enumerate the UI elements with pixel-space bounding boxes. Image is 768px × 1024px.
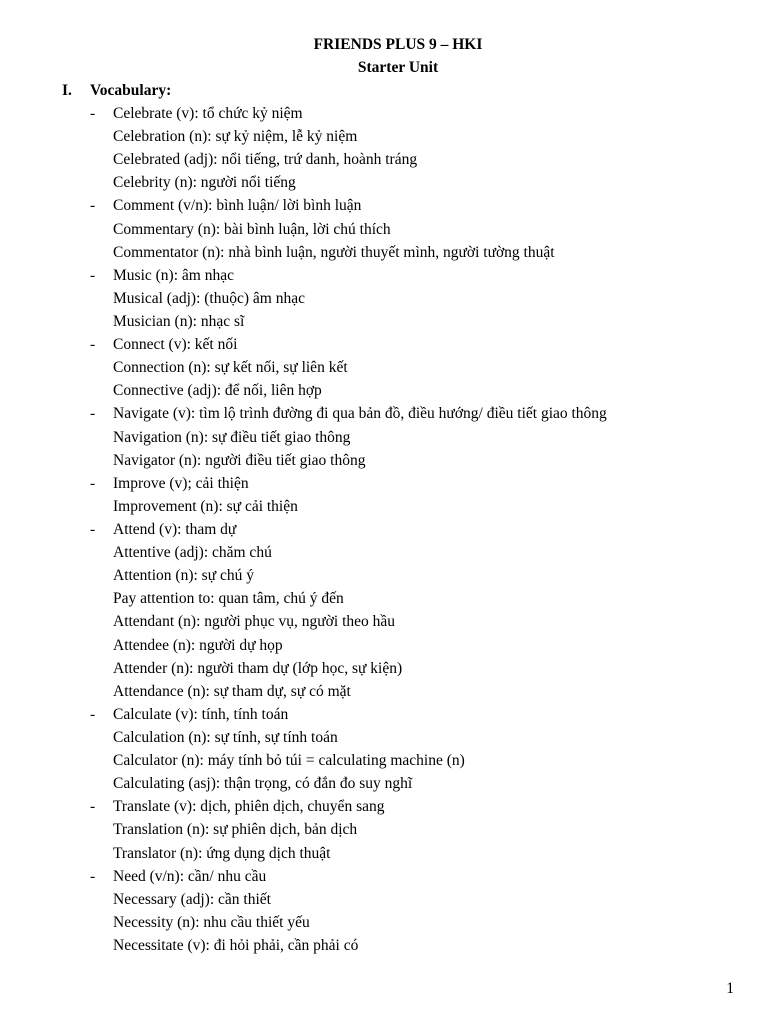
vocab-line: [0, 703, 768, 726]
bullet-dash: -: [90, 474, 96, 492]
bullet-dash: -: [90, 520, 96, 538]
vocab-line: [0, 125, 768, 148]
vocab-entry: Necessitate (v): đi hỏi phải, cần phải có: [113, 936, 359, 954]
vocab-line: [0, 426, 768, 449]
vocab-entry: Attendee (n): người dự họp: [113, 636, 283, 654]
vocab-group: [0, 703, 768, 795]
vocab-entry: Translator (n): ứng dụng dịch thuật: [113, 844, 331, 862]
vocab-group: [0, 518, 768, 703]
vocab-line: [0, 842, 768, 865]
vocab-line: [0, 449, 768, 472]
document-title: FRIENDS PLUS 9 – HKI: [313, 36, 483, 53]
vocab-line: [0, 379, 768, 402]
vocab-line: [0, 102, 768, 125]
vocab-line: [0, 749, 768, 772]
vocab-entry: Celebrity (n): người nổi tiếng: [113, 174, 296, 192]
vocab-group: [0, 402, 768, 471]
bullet-dash: -: [90, 405, 96, 423]
document-subtitle: Starter Unit: [357, 59, 439, 76]
vocab-line: [0, 171, 768, 194]
vocab-entry: Connective (adj): để nối, liên hợp: [113, 382, 322, 400]
vocab-line: [0, 241, 768, 264]
vocab-entry: Navigate (v): tìm lộ trình đường đi qua bản đồ, điều hướng/ điều tiết giao thông: [113, 405, 607, 423]
vocab-group: [0, 333, 768, 402]
vocab-entry: Improvement (n): sự cải thiện: [113, 497, 298, 515]
vocab-line: [0, 888, 768, 911]
vocab-entry: Attender (n): người tham dự (lớp học, sự kiện): [113, 659, 403, 677]
section-heading: Vocabulary:: [90, 82, 172, 99]
vocab-entry: Connection (n): sự kết nối, sự liên kết: [113, 359, 348, 377]
vocab-entry: Music (n): âm nhạc: [113, 266, 234, 284]
vocab-entry: Need (v/n): cần/ nhu cầu: [113, 867, 267, 885]
page-number: 1: [726, 980, 734, 997]
bullet-dash: -: [90, 266, 96, 284]
vocab-line: [0, 287, 768, 310]
vocab-line: [0, 310, 768, 333]
vocab-entry: Attention (n): sự chú ý: [113, 567, 254, 585]
vocab-line: [0, 657, 768, 680]
vocab-entry: Attend (v): tham dự: [113, 520, 237, 538]
vocab-line: [0, 934, 768, 957]
vocab-line: [0, 495, 768, 518]
vocab-entry: Improve (v); cải thiện: [113, 474, 249, 492]
vocab-group: [0, 865, 768, 957]
vocab-entry: Musical (adj): (thuộc) âm nhạc: [113, 289, 305, 307]
vocab-line: [0, 587, 768, 610]
vocab-line: [0, 333, 768, 356]
vocab-entry: Attentive (adj): chăm chú: [113, 544, 272, 562]
vocab-line: [0, 472, 768, 495]
vocab-entry: Celebrate (v): tổ chức kỷ niệm: [113, 105, 303, 122]
vocab-group: [0, 472, 768, 518]
bullet-dash: -: [90, 798, 96, 816]
vocab-line: [0, 610, 768, 633]
vocab-entry: Necessary (adj): cần thiết: [113, 890, 271, 908]
vocab-entry: Comment (v/n): bình luận/ lời bình luận: [113, 197, 362, 215]
vocab-entry: Translation (n): sự phiên dịch, bản dịch: [113, 821, 358, 839]
vocab-entry: Calculate (v): tính, tính toán: [113, 705, 289, 723]
vocab-group: [0, 102, 768, 194]
vocab-entry: Navigator (n): người điều tiết giao thông: [113, 451, 366, 469]
vocab-group: [0, 264, 768, 333]
bullet-dash: -: [90, 105, 96, 122]
vocab-entry: Celebration (n): sự kỷ niệm, lễ kỷ niệm: [113, 128, 358, 146]
vocab-line: [0, 911, 768, 934]
vocab-line: [0, 148, 768, 171]
vocab-entry: Commentator (n): nhà bình luận, người thuyết mình, người tường thuật: [113, 243, 555, 261]
vocab-entry: Calculator (n): máy tính bỏ túi = calculating machine (n): [113, 752, 465, 770]
vocab-line: [0, 726, 768, 749]
vocab-line: [0, 680, 768, 703]
vocab-entry: Celebrated (adj): nổi tiếng, trứ danh, hoành tráng: [113, 151, 418, 169]
vocab-entry: Necessity (n): nhu cầu thiết yếu: [113, 913, 310, 931]
vocab-entry: Calculating (asj): thận trọng, có đắn đo suy nghĩ: [113, 775, 413, 793]
bullet-dash: -: [90, 197, 96, 215]
vocab-entry: Pay attention to: quan tâm, chú ý đến: [113, 590, 344, 608]
vocab-line: [0, 795, 768, 818]
vocab-line: [0, 541, 768, 564]
vocab-entry: Commentary (n): bài bình luận, lời chú thích: [113, 220, 391, 238]
vocab-line: [0, 194, 768, 217]
vocab-entry: Calculation (n): sự tính, sự tính toán: [113, 728, 338, 746]
vocab-line: [0, 402, 768, 425]
vocab-line: [0, 356, 768, 379]
bullet-dash: -: [90, 336, 96, 354]
vocab-entry: Translate (v): dịch, phiên dịch, chuyển sang: [113, 798, 385, 816]
vocab-line: [0, 865, 768, 888]
vocab-entry: Connect (v): kết nối: [113, 336, 238, 354]
vocab-group: [0, 194, 768, 263]
vocab-line: [0, 564, 768, 587]
vocab-line: [0, 264, 768, 287]
bullet-dash: -: [90, 867, 96, 885]
vocab-line: [0, 518, 768, 541]
vocab-group: [0, 795, 768, 864]
vocab-line: [0, 218, 768, 241]
vocab-entry: Navigation (n): sự điều tiết giao thông: [113, 428, 351, 446]
vocab-entry: Musician (n): nhạc sĩ: [113, 312, 245, 330]
section-number: I.: [62, 82, 72, 99]
bullet-dash: -: [90, 705, 96, 723]
vocab-entry: Attendant (n): người phục vụ, người theo hầu: [113, 613, 396, 631]
vocabulary-list: [0, 102, 768, 957]
vocab-line: [0, 772, 768, 795]
vocab-line: [0, 634, 768, 657]
vocab-entry: Attendance (n): sự tham dự, sự có mặt: [113, 682, 351, 700]
vocab-line: [0, 818, 768, 841]
